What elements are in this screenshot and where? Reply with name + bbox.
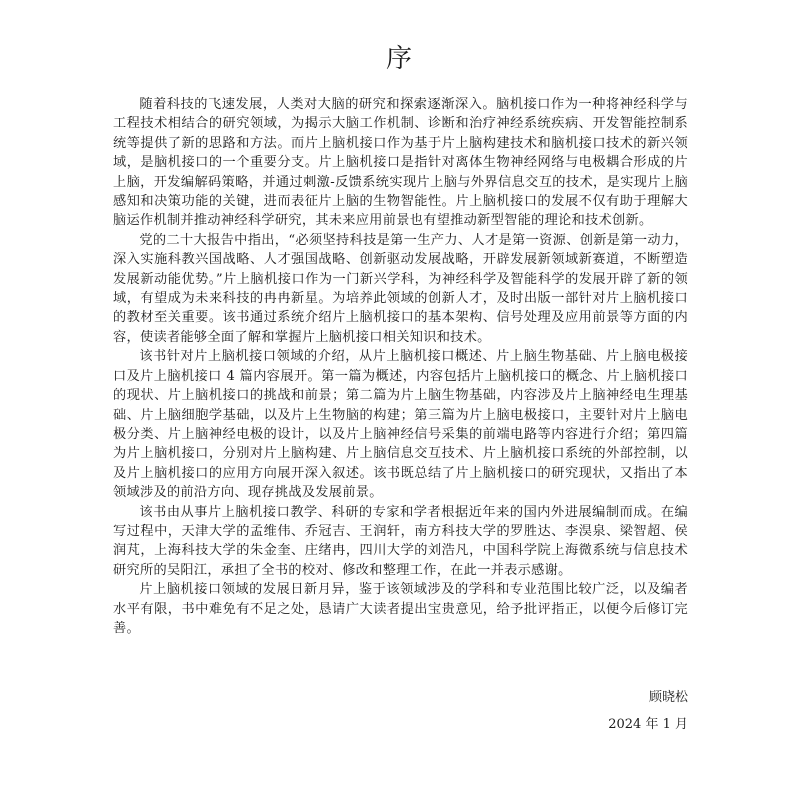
- preface-body: [113, 95, 688, 638]
- paragraph-3: 该书针对片上脑机接口领域的介绍，从片上脑机接口概述、片上脑生物基础、片上脑电极接口及片上脑机接口 4 篇内容展开。第一篇为概述，内容包括片上脑机接口的概念、片上脑机接口的现状、片上脑机接口的挑战和前景；第二篇为片上脑生物基础，内容涉及片上脑神经电生理基础、片上脑细胞学基础，以及片上生物脑的构建；第三篇为片上脑电极接口，主要针对片上脑电极分类、片上脑神经电极的设计，以及片上脑神经信号采集的前端电路等内容进行介绍；第四篇为片上脑机接口，分别对片上脑构建、片上脑信息交互技术、片上脑机接口系统的外部控制，以及片上脑机接口的应用方向展开深入叙述。该书既总结了片上脑机接口的研究现状，又指出了本领域涉及的前沿方向、现存挑战及发展前景。: [113, 349, 688, 501]
- paragraph-5: 片上脑机接口领域的发展日新月异，鉴于该领域涉及的学科和专业范围比较广泛，以及编者水平有限，书中难免有不足之处，恳请广大读者提出宝贵意见，给予批评指正，以便今后修订完善。: [113, 582, 688, 636]
- author-signature: 顾晓松: [648, 690, 688, 705]
- paragraph-1: 随着科技的飞速发展，人类对大脑的研究和探索逐渐深入。脑机接口作为一种将神经科学与工程技术相结合的研究领域，为揭示大脑工作机制、诊断和治疗神经系统疾病、开发智能控制系统等提供了新的思路和方法。而片上脑机接口作为基于片上脑构建技术和脑机接口技术的新兴领域，是脑机接口的一个重要分支。片上脑机接口是指针对离体生物神经网络与电极耦合形成的片上脑，开发编解码策略，并通过刺激-反馈系统实现片上脑与外界信息交互的技术，是实现片上脑感知和决策功能的关键，进而表征片上脑的生物智能性。片上脑机接口的发展不仅有助于理解大脑运作机制并推动神经科学研究，其未来应用前景也有望推动新型智能的理论和技术创新。: [113, 97, 688, 229]
- signature-date: 2024 年 1 月: [608, 717, 688, 732]
- paragraph-4: 该书由从事片上脑机接口教学、科研的专家和学者根据近年来的国内外进展编制而成。在编写过程中，天津大学的孟维伟、乔冠吉、王润轩，南方科技大学的罗胜达、李淏泉、梁智超、侯润芃，上海科技大学的朱金奎、庄绪冉，四川大学的刘浩凡，中国科学院上海微系统与信息技术研究所的吴阳江，承担了全书的校对、修改和整理工作，在此一并表示感谢。: [113, 504, 688, 578]
- paragraph-2: 党的二十大报告中指出，“必须坚持科技是第一生产力、人才是第一资源、创新是第一动力，深入实施科教兴国战略、人才强国战略、创新驱动发展战略，开辟发展新领域新赛道，不断塑造发展新动能优势。”片上脑机接口作为一门新兴学科，为神经科学及智能科学的发展开辟了新的领域，有望成为未来科技的冉冉新星。为培养此领域的创新人才，及时出版一部针对片上脑机接口的教材至关重要。该书通过系统介绍片上脑机接口的基本架构、信号处理及应用前景等方面的内容，使读者能够全面了解和掌握片上脑机接口相关知识和技术。: [113, 232, 688, 345]
- page-title: 序: [385, 44, 414, 74]
